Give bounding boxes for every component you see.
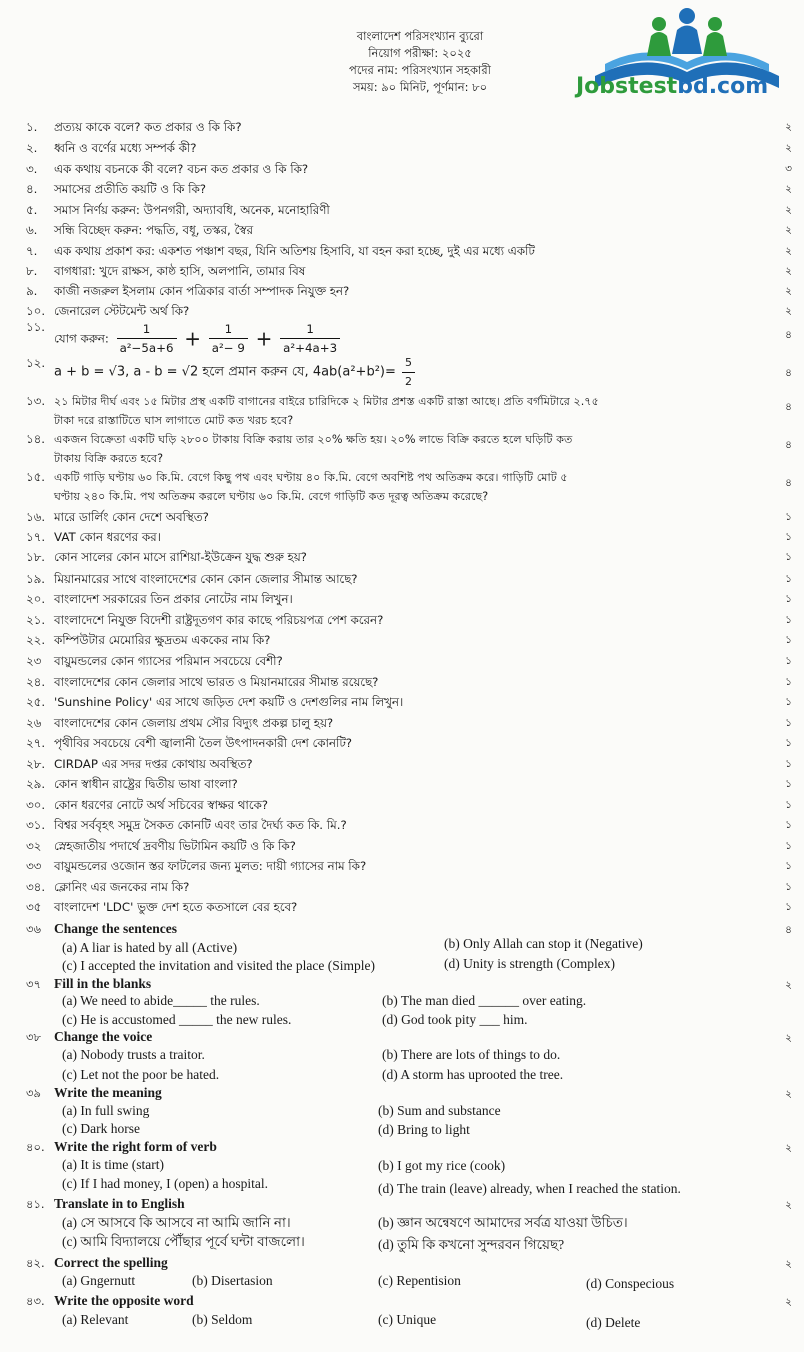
question-text: কোন স্বাধীন রাষ্ট্রের দ্বিতীয় ভাষা বাংলা? [54, 777, 238, 791]
question-marks: ১ [785, 819, 792, 831]
question-number: ৩৩ [26, 859, 42, 873]
question-text: পৃথীবির সবচেয়ে বেশী জ্বালানী তৈল উৎপাদনকারী দেশ কোনটি? [54, 736, 353, 750]
question-number: ৭. [26, 244, 38, 258]
fraction-3: $\frac{1}{\text{a²+4a+3}}$ [280, 320, 340, 357]
fraction-2: $\frac{1}{\text{a²− 9}}$ [209, 320, 248, 357]
sub-item: (d) Conspecious [586, 1276, 675, 1291]
question-number: ২৫. [26, 695, 46, 709]
sub-item: (d) Bring to light [378, 1122, 470, 1137]
question-text: সমাসের প্রতীতি কয়টি ও কি কি? [54, 182, 206, 196]
question-text: বায়ুমন্ডলের ওজোন স্তর ফাটলের জন্য মুলত: দায়ী গ্যাসের নাম কি? [54, 859, 367, 873]
question-number: ১০. [26, 304, 46, 318]
sub-item: (d) Delete [586, 1315, 641, 1330]
sub-item: (c) আমি বিদ্যালয়ে পৌঁছার পূর্বে ঘন্টা বাজলো। [62, 1234, 305, 1249]
question-title: Translate in to English [54, 1196, 185, 1211]
sub-item: (a) A liar is hated by all (Active) [62, 940, 238, 955]
question-text: 'Sunshine Policy' এর সাথে জড়িত দেশ কয়টি ও দেশগুলির নাম লিখুন। [54, 695, 404, 709]
question-title: Write the meaning [54, 1085, 162, 1100]
exam-header [270, 28, 570, 96]
question-text: মারে ডার্লিং কোন দেশে অবস্থিত? [54, 510, 209, 524]
question-number: ২০. [26, 592, 46, 606]
question-marks: ১ [785, 717, 792, 729]
question-number: ৩৪. [26, 880, 46, 894]
question-number: ১৮. [26, 550, 46, 564]
sub-item: (b) জ্ঞান অন্বেষণে আমাদের সর্বত্র যাওয়া উচিত। [378, 1215, 628, 1230]
sub-item: (a) Relevant [62, 1312, 129, 1327]
question-marks: ১ [785, 881, 792, 893]
question-number: ২২. [26, 633, 46, 647]
fraction-1: $\frac{1}{\text{a²−5a+6}}$ [117, 320, 177, 357]
sub-item: (a) Gngernutt [62, 1273, 136, 1288]
question-marks: ১ [785, 614, 792, 626]
question-marks: ৪ [785, 439, 792, 451]
exam-title: নিয়োগ পরীক্ষা: ২০২৫ [368, 46, 472, 60]
question-marks: ১ [785, 901, 792, 913]
question-number: ৯. [26, 284, 38, 298]
question-number: ১৩. [26, 394, 46, 408]
question-text: এক কথায় বচনকে কী বলে? বচন কত প্রকার ও কি কি? [54, 162, 309, 176]
question-marks: ২ [785, 1143, 792, 1154]
question-text: সন্ধি বিচ্ছেদ করুন: পদ্ধতি, বধূ, তস্কর, স্বৈর [54, 223, 253, 237]
question-number: ৩৯ [26, 1086, 41, 1100]
question-number: ৩৭ [26, 977, 41, 991]
question-text: CIRDAP এর সদর দপ্তর কোথায় অবস্থিত? [54, 757, 253, 771]
question-text: বায়ুমন্ডলের কোন গ্যাসের পরিমান সবচেয়ে বেশী? [54, 654, 283, 668]
question-marks: ৩ [785, 163, 792, 175]
sub-item: (d) তুমি কি কখনো সুন্দরবন গিয়েছ? [378, 1237, 565, 1252]
question-number: ২৯. [26, 777, 46, 791]
sub-item: (b) I got my rice (cook) [378, 1158, 506, 1173]
question-number: ২. [26, 141, 38, 155]
question-number: ২৩ [26, 654, 42, 668]
sub-item: (b) Disertasion [192, 1273, 273, 1288]
question-number: ৩৮ [26, 1030, 41, 1044]
question-marks: ১ [785, 573, 792, 585]
question-number: ২৮. [26, 757, 46, 771]
question-number: ৫. [26, 203, 38, 217]
sub-item: (a) It is time (start) [62, 1157, 164, 1172]
question-marks: ১ [785, 737, 792, 749]
sub-item: (c) Dark horse [62, 1121, 140, 1136]
sub-item: (d) The train (leave) already, when I reached the station. [378, 1181, 681, 1196]
question-marks: ২ [785, 285, 792, 297]
question-number: ১৬. [26, 510, 46, 524]
question-number: ৪. [26, 182, 38, 196]
question-marks: ২ [785, 1200, 792, 1211]
question-marks: ২ [785, 245, 792, 257]
question-number: ১. [26, 120, 38, 134]
question-marks: ১ [785, 840, 792, 852]
q11-label: যোগ করুন: [54, 331, 109, 346]
plus-sign: + [184, 326, 202, 351]
question-marks: ২ [785, 121, 792, 133]
question-marks: ১ [785, 551, 792, 563]
plus-sign: + [255, 326, 273, 351]
question-marks: ২ [785, 265, 792, 277]
question-number: ২১. [26, 613, 46, 627]
sub-item: (b) Sum and substance [378, 1103, 501, 1118]
sub-item: (c) Unique [378, 1312, 437, 1327]
question-text: সমাস নির্ণয় করুন: উপনগরী, অদ্যাবধি, অনেক, মনোহারিণী [54, 203, 330, 217]
question-number: ৪১. [26, 1197, 45, 1211]
question-text: কোন ধরণের নোটে অর্থ সচিবের স্বাক্ষর থাকে? [54, 798, 269, 812]
question-title: Change the voice [54, 1029, 153, 1044]
question-text: জেনারেল স্টেটমেন্ট অর্থ কি? [54, 304, 190, 318]
sub-item: (d) A storm has uprooted the tree. [382, 1067, 564, 1082]
question-title: Write the right form of verb [54, 1139, 217, 1154]
question-text: বাংলাদেশের কোন জেলার সাথে ভারত ও মিয়ানমারের সীমান্ত রয়েছে? [54, 675, 379, 689]
sub-item: (d) God took pity ___ him. [382, 1012, 528, 1027]
sub-item: (b) The man died ______ over eating. [382, 993, 587, 1008]
fraction-5-2: $\frac{5}{2}$ [402, 354, 415, 391]
question-text: বিশ্বর সর্ববৃহৎ সমুদ্র সৈকত কোনটি এবং তার দৈর্ঘ্য কত কি. মি.? [54, 818, 347, 832]
question-text: ক্লোনিং এর জনকের নাম কি? [54, 880, 190, 894]
question-text: VAT কোন ধরণের কর। [54, 530, 161, 544]
question-marks: ১ [785, 511, 792, 523]
question-marks: ৪ [785, 401, 792, 413]
question-number: ১৫. [26, 470, 46, 484]
question-marks: ৪ [785, 925, 792, 936]
question-number: ৩৬ [26, 922, 41, 936]
sub-item: (b) There are lots of things to do. [382, 1047, 561, 1062]
sub-item: (c) Repentision [378, 1273, 461, 1288]
question-text: কোন সালের কোন মাসে রাশিয়া-ইউক্রেন যুদ্ধ শুরু হয়? [54, 550, 307, 564]
question-text: এক কথায় প্রকাশ কর: একশত পঞ্চাশ বছর, যিনি অতিশয় হিসাবি, যা বহন করা হচ্ছে, দুই এর মধ্যে একটি [54, 244, 535, 258]
question-marks: ২ [785, 142, 792, 154]
question-text: কম্পিউটার মেমোরির ক্ষুদ্রতম এককের নাম কি? [54, 633, 271, 647]
question-marks: ২ [785, 980, 792, 991]
question-text: কাজী নজরুল ইসলাম কোন পত্রিকার বার্তা সম্পাদক নিযুক্ত হন? [54, 284, 350, 298]
question-number: ১৯. [26, 572, 46, 586]
question-marks: ১ [785, 655, 792, 667]
question-text: বাংলাদেশের কোন জেলায় প্রথম সৌর বিদ্যুৎ প্রকল্প চালু হয়? [54, 716, 334, 730]
logo-text: Jobstestbd.com [576, 74, 769, 99]
question-marks: ১ [785, 696, 792, 708]
question-number: ৪০. [26, 1140, 45, 1154]
question-text: ২১ মিটার দীর্ঘ এবং ১৫ মিটার প্রস্থ একটি বাগানের বাইরে চারিদিকে ২ মিটার প্রশস্ত একটি রাস্তা আছে। প্রতি বর্গমিটারে ২.৭৫ টাকা দরে রাস্তাটিতে ঘাস লাগাতে মোট কত খরচ হবে? [54, 395, 599, 427]
question-text: স্নেহজাতীয় পদার্থে দ্রবণীয় ভিটামিন কয়টি ও কি কি? [54, 839, 296, 853]
question-number: ৬. [26, 223, 38, 237]
question-text: বাগধারা: খুদে রাক্ষস, কাষ্ঠ হাসি, অলপানি, তামার বিষ [54, 264, 306, 278]
question-marks: ১ [785, 676, 792, 688]
question-marks: ১ [785, 778, 792, 790]
question-marks: ২ [785, 224, 792, 236]
question-marks: ২ [785, 1297, 792, 1308]
question-number: ৪২. [26, 1256, 45, 1270]
question-text: বাংলাদেশে নিযুক্ত বিদেশী রাষ্ট্রদূতগণ কার কাছে পরিচয়পত্র পেশ করেন? [54, 613, 384, 627]
question-number: ৩০. [26, 798, 46, 812]
question-marks: ১ [785, 860, 792, 872]
sub-item: (a) সে আসবে কি আসবে না আমি জানি না। [62, 1215, 291, 1230]
question-number: ২৬ [26, 716, 42, 730]
question-text: বাংলাদেশ সরকারের তিন প্রকার নোটের নাম লিখুন। [54, 592, 293, 606]
question-number: ৩৫ [26, 900, 42, 914]
sub-item: (c) He is accustomed _____ the new rules. [62, 1012, 292, 1027]
question-marks: ১ [785, 593, 792, 605]
question-title: Write the opposite word [54, 1293, 194, 1308]
sub-item: (a) We need to abide_____ the rules. [62, 993, 260, 1008]
question-title: Fill in the blanks [54, 976, 152, 991]
sub-item: (d) Unity is strength (Complex) [444, 956, 615, 971]
sub-item: (c) I accepted the invitation and visited the place (Simple) [62, 958, 376, 973]
question-marks: ১ [785, 531, 792, 543]
question-title: Change the sentences [54, 921, 177, 936]
question-marks: ১ [785, 758, 792, 770]
question-number: ৪৩. [26, 1294, 45, 1308]
question-number: ১৭. [26, 530, 46, 544]
org-name: বাংলাদেশ পরিসংখ্যান ব্যুরো [356, 29, 484, 43]
question-marks: ২ [785, 1033, 792, 1044]
question-text: প্রত্যয় কাকে বলে? কত প্রকার ও কি কি? [54, 120, 242, 134]
question-number: ৩১. [26, 818, 46, 832]
question-marks: ২ [785, 183, 792, 195]
question-text: মিয়ানমারের সাথে বাংলাদেশের কোন কোন জেলার সীমান্ত আছে? [54, 572, 358, 586]
question-number: ১৪. [26, 432, 46, 446]
question-number: ৩২ [26, 839, 42, 853]
sub-item: (b) Seldom [192, 1312, 253, 1327]
question-title: Correct the spelling [54, 1255, 168, 1270]
question-number: ৩. [26, 162, 38, 176]
question-marks: ৪ [785, 477, 792, 489]
question-text: ধ্বনি ও বর্ণের মধ্যে সম্পর্ক কী? [54, 141, 197, 155]
question-marks: ২ [785, 204, 792, 216]
question-text: একজন বিক্রেতা একটি ঘড়ি ২৮০০ টাকায় বিক্রি করায় তার ২০% ক্ষতি হয়। ২০% লাভে বিক্রি করতে হলে ঘড়িটি কত টাকায় বিক্রি করতে হবে? [54, 433, 573, 465]
sub-item: (a) Nobody trusts a traitor. [62, 1047, 205, 1062]
post-name: পদের নাম: পরিসংখ্যান সহকারী [349, 63, 491, 77]
question-marks: ১ [785, 634, 792, 646]
sub-item: (c) If I had money, I (open) a hospital. [62, 1176, 269, 1191]
question-marks: ১ [785, 799, 792, 811]
question-text: বাংলাদেশ 'LDC' ভুক্ত দেশ হতে কতসালে বের হবে? [54, 900, 298, 914]
sub-item: (a) In full swing [62, 1103, 150, 1118]
question-number: ৮. [26, 264, 38, 278]
question-marks: ২ [785, 305, 792, 317]
question-number: ২৭. [26, 736, 46, 750]
question-text: একটি গাড়ি ঘণ্টায় ৬০ কি.মি. বেগে কিছু পথ এবং ঘণ্টায় ৪০ কি.মি. বেগে অবশিষ্ট পথ অতিক্রম করে। গাড়িটি মোট ৫ ঘণ্টায় ২৪০ কি.মি. পথ অতিক্রম করলে ঘণ্টায় ৬০ কি.মি. বেগে গাড়িটি কত দূরত্ব অতিক্রম করেছে? [54, 471, 568, 503]
sub-item: (b) Only Allah can stop it (Negative) [444, 936, 643, 951]
question-marks: ২ [785, 1089, 792, 1100]
question-number: ২৪. [26, 675, 46, 689]
time-marks: সময়: ৯০ মিনিট, পূর্ণমান: ৮০ [352, 80, 488, 94]
sub-item: (c) Let not the poor be hated. [62, 1067, 220, 1082]
question-marks: ২ [785, 1259, 792, 1270]
